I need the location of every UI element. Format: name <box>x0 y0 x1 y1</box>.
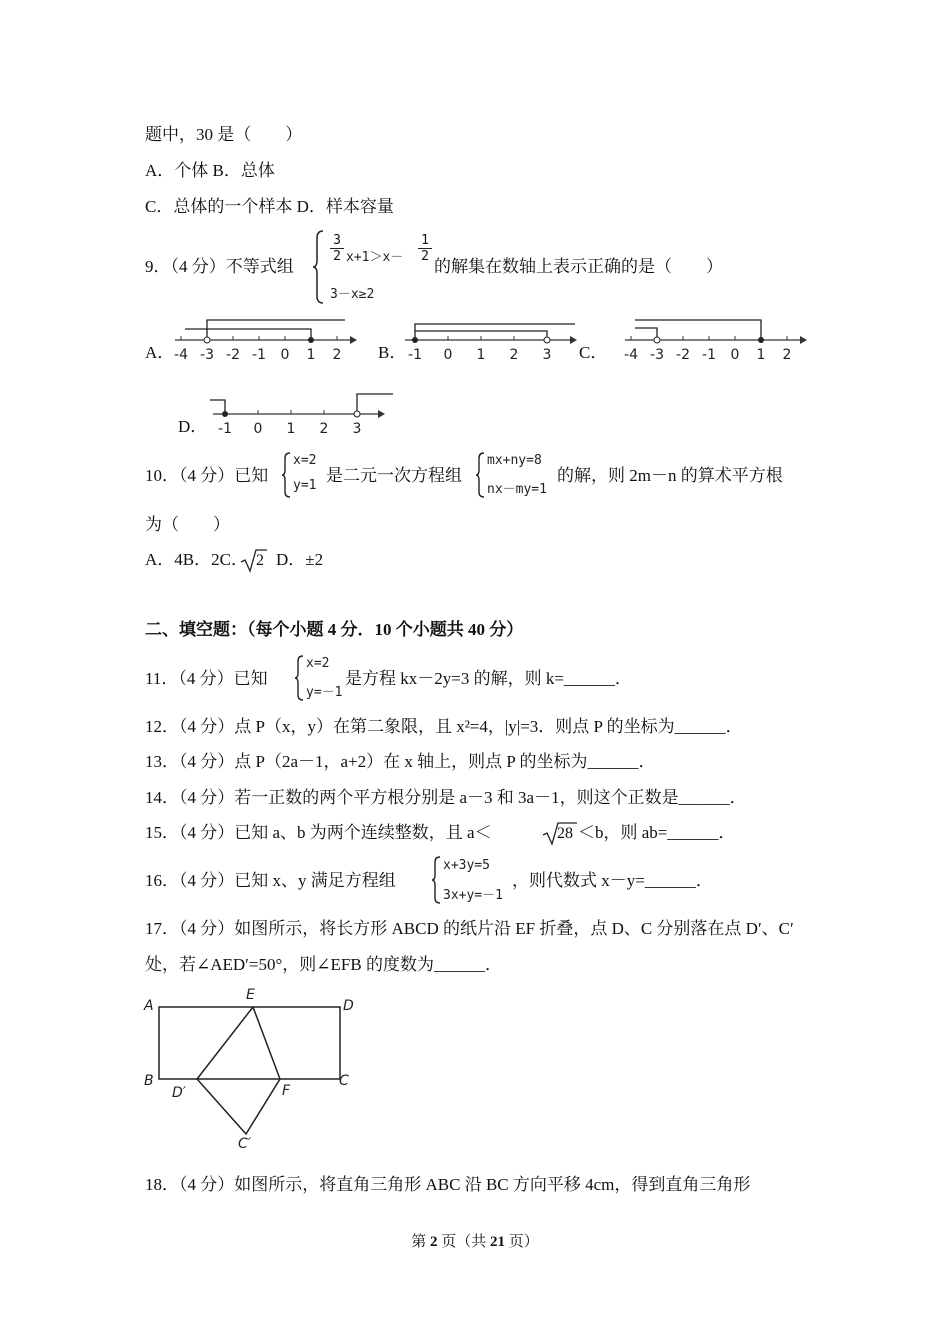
q8-tail: 题中，30 是（ ） <box>145 125 303 144</box>
q14-text: 14．（4 分）若一正数的两个平方根分别是 a－3 和 3a－1，则这个正数是______． <box>145 788 747 807</box>
q9-label-b: B． <box>378 343 407 362</box>
page-footer: 第 2 页（共 21 页） <box>411 1234 539 1250</box>
q11-suffix: 是方程 kx－2y=3 的解，则 k=______． <box>345 669 632 688</box>
tick-label: 2 <box>509 347 519 363</box>
q15-sqrt-value: 28 <box>557 825 573 842</box>
q10-system1: x=2 y=1 <box>293 453 317 493</box>
closed-dot <box>412 337 418 343</box>
q16-suffix: ，则代数式 x－y=______． <box>512 871 713 890</box>
q9-label-c: C． <box>579 343 608 362</box>
tick-label: -4 <box>624 347 638 363</box>
label-b: B <box>144 1073 154 1089</box>
tick-label: 0 <box>280 347 290 363</box>
numberline-c <box>620 316 810 366</box>
label-d-prime: D′ <box>172 1085 186 1101</box>
q10-option-d: D．±2 <box>276 550 324 569</box>
tick-label: -3 <box>200 347 214 363</box>
tick-label: 1 <box>476 347 486 363</box>
tick-label: 0 <box>443 347 453 363</box>
q12-text: 12．（4 分）点 P（x，y）在第二象限，且 x²=4，|y|=3．则点 P 的坐标为______． <box>145 717 743 736</box>
tick-label: 3 <box>542 347 552 363</box>
numberline-a <box>170 316 360 366</box>
label-f: F <box>282 1083 291 1099</box>
q10-line2: 为（ ） <box>145 515 230 534</box>
q9-frac2: $\frac{1}{2}$ <box>418 233 432 264</box>
q10-prefix: 10．（4 分）已知 <box>145 466 269 485</box>
q11-system: x=2 y=－1 <box>306 656 343 700</box>
open-dot <box>544 337 550 343</box>
page-total: 21 <box>490 1234 505 1250</box>
tick-label: -2 <box>676 347 690 363</box>
tick-label: -1 <box>408 347 422 363</box>
open-dot <box>654 337 660 343</box>
q10-mid: 是二元一次方程组 <box>326 466 462 485</box>
tick-label: 1 <box>286 421 296 437</box>
q17-line1: 17．（4 分）如图所示，将长方形 ABCD 的纸片沿 EF 折叠，点 D、C 分别落在点 D′、C′ <box>145 919 794 938</box>
q16-brace <box>431 856 441 904</box>
closed-dot <box>758 337 764 343</box>
closed-dot <box>222 411 228 417</box>
closed-dot <box>308 337 314 343</box>
tick-label: -1 <box>218 421 232 437</box>
q9-prefix: 9．（4 分）不等式组 <box>145 257 294 276</box>
open-dot <box>354 411 360 417</box>
q10-brace1 <box>281 452 291 498</box>
tick-label: 2 <box>332 347 342 363</box>
tick-label: 2 <box>319 421 329 437</box>
label-c: C <box>339 1073 349 1089</box>
tick-label: -4 <box>174 347 188 363</box>
q13-text: 13．（4 分）点 P（2a－1，a+2）在 x 轴上，则点 P 的坐标为______． <box>145 752 656 771</box>
tick-label: 0 <box>253 421 263 437</box>
folded-shape <box>197 1007 280 1134</box>
q17-figure <box>140 985 360 1150</box>
tick-label: 1 <box>306 347 316 363</box>
q10-brace2 <box>475 452 485 498</box>
section-title: 二、填空题：（每个小题 4 分．10 个小题共 40 分） <box>145 620 524 639</box>
tick-label: 3 <box>352 421 362 437</box>
q15-suffix: ＜b，则 ab=______． <box>578 823 736 842</box>
tick-label: 2 <box>782 347 792 363</box>
q10-system2: mx+ny=8 nx－my=1 <box>487 453 547 497</box>
tick-label: 1 <box>756 347 766 363</box>
open-dot <box>204 337 210 343</box>
tick-label: -1 <box>252 347 266 363</box>
q16-system: x+3y=5 3x+y=－1 <box>443 858 503 903</box>
q9-frac1: $\frac{3}{2}$ <box>330 233 344 264</box>
q10-suffix: 的解，则 2m－n 的算术平方根 <box>557 466 783 485</box>
q17-line2: 处，若∠AED′=50°，则∠EFB 的度数为______． <box>145 955 502 974</box>
tick-label: -2 <box>226 347 240 363</box>
q16-prefix: 16．（4 分）已知 x、y 满足方程组 <box>145 871 396 890</box>
q11-prefix: 11．（4 分）已知 <box>145 669 268 688</box>
q11-brace <box>294 655 304 701</box>
q10-sqrt-value: 2 <box>256 552 264 569</box>
page-number: 2 <box>429 1234 438 1250</box>
label-a: A <box>144 998 154 1014</box>
q18-line1: 18．（4 分）如图所示，将直角三角形 ABC 沿 BC 方向平移 4cm，得到直角三角形 <box>145 1175 751 1194</box>
q8-options-ab: A．个体 B．总体 <box>145 161 275 180</box>
label-d: D <box>343 998 354 1014</box>
q9-suffix: 的解集在数轴上表示正确的是（ ） <box>434 257 723 276</box>
tick-label: -1 <box>702 347 716 363</box>
q9-brace <box>312 230 324 304</box>
q8-options-cd: C．总体的一个样本 D．样本容量 <box>145 197 394 216</box>
q9-label-d: D． <box>178 417 208 436</box>
q9-label-a: A． <box>145 343 175 362</box>
rectangle-abcd <box>159 1007 340 1079</box>
label-c-prime: C′ <box>238 1136 251 1150</box>
q15-prefix: 15．（4 分）已知 a、b 为两个连续整数，且 a＜ <box>145 823 492 842</box>
numberline-b <box>400 316 580 366</box>
label-e: E <box>246 987 255 1003</box>
q10-options-abc: A．4B．2C． <box>145 550 248 569</box>
numberline-d <box>208 390 398 440</box>
tick-label: 0 <box>730 347 740 363</box>
tick-label: -3 <box>650 347 664 363</box>
